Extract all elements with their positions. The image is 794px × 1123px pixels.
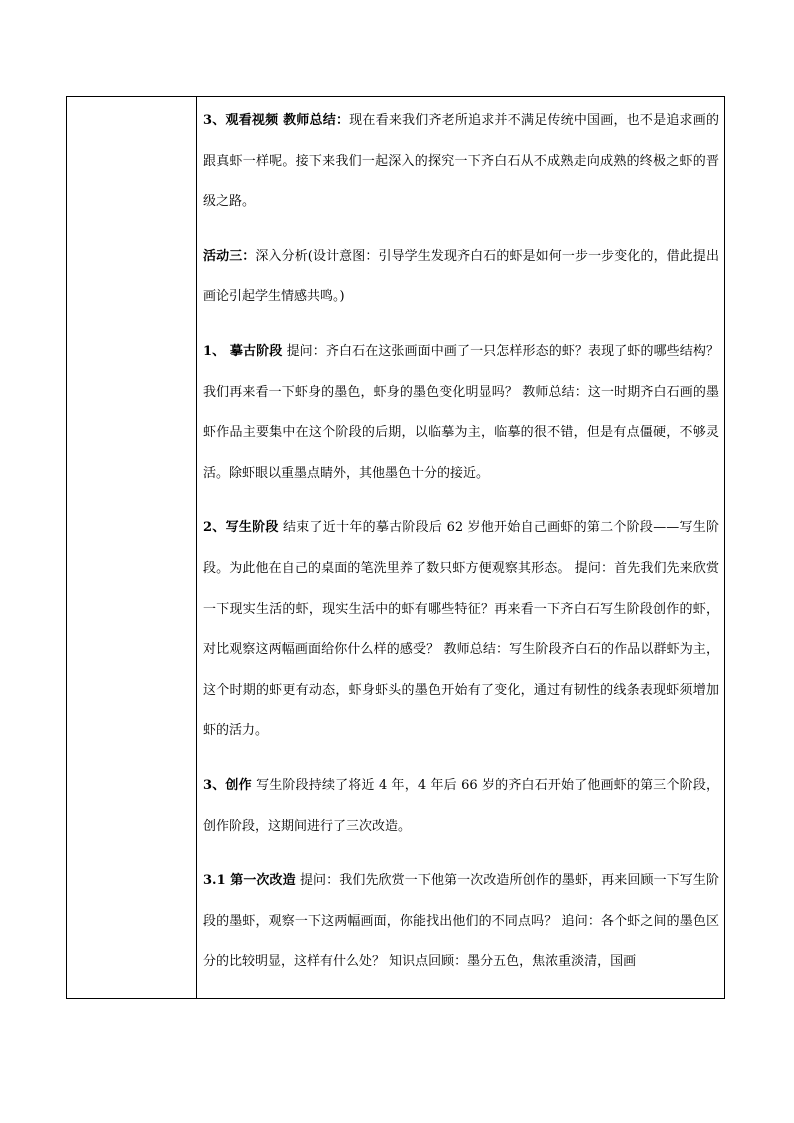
paragraph-creation-stage (203, 766, 719, 847)
table-content-cell (203, 101, 719, 983)
paragraph-text: 提问：齐白石在这张画面中画了一只怎样形态的虾？表现了虾的哪些结构？我们再来看一下虾身的墨色，虾身的墨色变化明显吗？ 教师总结：这一时期齐白石画的墨虾作品主要集中在这个阶段的后期，以临摹为主，临摹的很不错，但是有点僵硬，不够灵活。除虾眼以重墨点睛外，其他墨色十分的接近。 (203, 343, 719, 481)
paragraph-text: 结束了近十年的摹古阶段后 62 岁他开始自己画虾的第二个阶段——写生阶段。为此他在自己的桌面的笔洗里养了数只虾方便观察其形态。 提问：首先我们先来欣赏一下现实生活的虾，现实生活中的虾有哪些特征？再来看一下齐白石写生阶段创作的虾，对比观察这两幅画面给你什么样的感受？ 教师总结：写生阶段齐白石的作品以群虾为主，这个时期的虾更有动态，虾身虾头的墨色开始有了变化，通过有韧性的线条表现虾须增加虾的活力。 (203, 520, 719, 739)
paragraph-text: 深入分析(设计意图：引导学生发现齐白石的虾是如何一步一步变化的，借此提出画论引起学生情感共鸣。) (203, 248, 719, 305)
table-left-cell (67, 97, 197, 998)
paragraph-first-reform (203, 861, 719, 983)
paragraph-text: 提问：我们先欣赏一下他第一次改造所创作的墨虾，再来回顾一下写生阶段的墨虾，观察一下这两幅画面，你能找出他们的不同点吗？ 追问：各个虾之间的墨色区分的比较明显，这样有什么处？ 知识点回顾：墨分五色，焦浓重淡清，国画 (203, 873, 719, 970)
paragraph-lead: 2、写生阶段 (203, 520, 279, 536)
paragraph-activity-three (203, 237, 719, 318)
paragraph-text: 现在看来我们齐老所追求并不满足传统中国画，也不是追求画的跟真虾一样呢。接下来我们一起深入的探究一下齐白石从不成熟走向成熟的终极之虾的晋级之路。 (203, 113, 719, 210)
paragraph-lead: 3、观看视频 教师总结： (203, 113, 350, 128)
paragraph-lead: 1、 摹古阶段 (203, 343, 283, 359)
paragraph-lead: 3、创作 (203, 777, 252, 793)
paragraph-video-summary (203, 101, 719, 223)
paragraph-text: 写生阶段持续了将近 4 年，4 年后 66 岁的齐白石开始了他画虾的第三个阶段，创作阶段，这期间进行了三次改造。 (203, 777, 720, 834)
paragraph-lead: 活动三： (203, 248, 256, 264)
paragraph-copy-stage (203, 332, 719, 494)
lesson-table (66, 96, 725, 999)
paragraph-lead: 3.1 第一次改造 (203, 873, 296, 889)
paragraph-sketch-stage (203, 508, 719, 752)
